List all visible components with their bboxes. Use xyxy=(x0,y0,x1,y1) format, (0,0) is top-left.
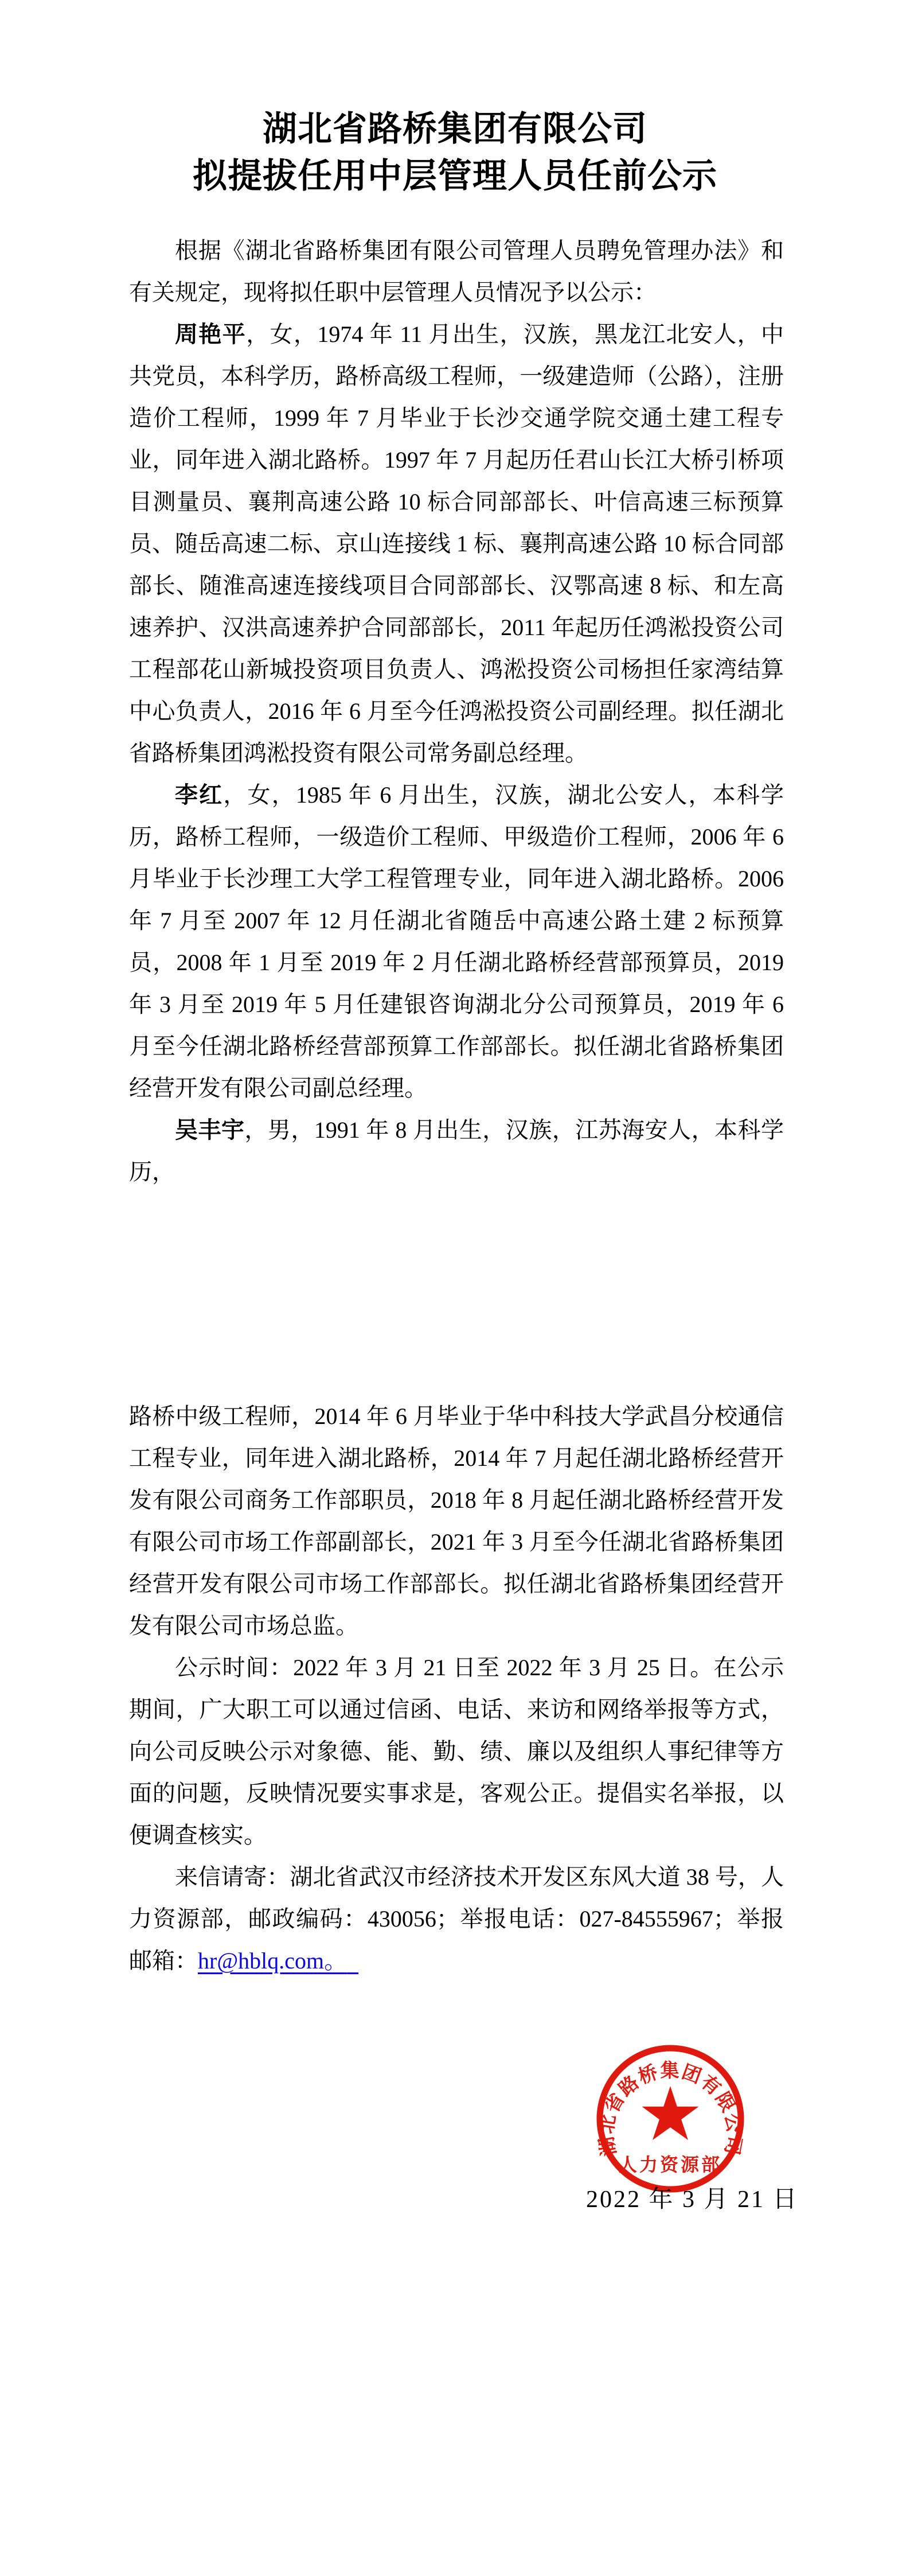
title-line-1: 湖北省路桥集团有限公司 xyxy=(263,110,647,148)
intro-paragraph: 根据《湖北省路桥集团有限公司管理人员聘免管理办法》和有关规定，现将拟任职中层管理人员情况予以公示： xyxy=(129,238,784,305)
page-1-body xyxy=(129,229,784,1193)
profile-paragraph-zhouyanping xyxy=(129,313,784,774)
page-2-body xyxy=(129,1395,784,1982)
report-email-link[interactable]: hr@hblq.com。 xyxy=(198,1948,347,1974)
person-name: 周艳平 xyxy=(175,321,247,347)
seal-bottom-text: 人力资源部 xyxy=(618,2154,722,2175)
profile-paragraph-lihong xyxy=(129,774,784,1109)
profile-paragraph-wufengyu-part2: 路桥中级工程师，2014 年 6 月毕业于华中科技大学武昌分校通信工程专业，同年进入湖北路桥，2014 年 7 月起任湖北路桥经营开发有限公司商务工作部职员，2018 年 8 月起任湖北路桥经营开发有限公司市场工作部副部长，2021 年 3 月至今任湖北省路桥集团经营开发有限公司市场工作部部长。拟任湖北省路桥集团经营开发有限公司市场总监。 xyxy=(129,1403,784,1639)
contact-paragraph xyxy=(129,1856,784,1982)
person-bio: ，女，1974 年 11 月出生，汉族，黑龙江北安人，中共党员，本科学历，路桥高级工程师，一级建造师（公路），注册造价工程师，1999 年 7 月毕业于长沙交通学院交通土建工程专业，同年进入湖北路桥。1997 年 7 月起历任君山长江大桥引桥项目测量员、襄荆高速公路 10 标合同部部长、叶信高速三标预算员、随岳高速二标、京山连接线 1 标、襄荆高速公路 10 标合同部部长、随淮高速连接线项目合同部部长、汉鄂高速 8 标、和左高速养护、汉洪高速养护合同部部长，2011 年起历任鸿淞投资公司工程部花山新城投资项目负责人、鸿淞投资公司杨担任家湾结算中心负责人，2016 年 6 月至今任鸿淞投资公司副经理。拟任湖北省路桥集团鸿淞投资有限公司常务副总经理。 xyxy=(129,321,784,766)
company-seal xyxy=(592,2040,749,2197)
document-title xyxy=(0,106,910,200)
profile-paragraph-wufengyu-part1 xyxy=(129,1109,784,1193)
person-bio: ，女，1985 年 6 月出生，汉族，湖北公安人，本科学历，路桥工程师，一级造价工程师、甲级造价工程师，2006 年 6 月毕业于长沙理工大学工程管理专业，同年进入湖北路桥。2006 年 7 月至 2007 年 12 月任湖北省随岳中高速公路土建 2 标预算员，2008 年 1 月至 2019 年 2 月任湖北路桥经营部预算员，2019 年 3 月至 2019 年 5 月任建银咨询湖北分公司预算员，2019 年 6 月至今任湖北路桥经营部预算工作部部长。拟任湖北省路桥集团经营开发有限公司副总经理。 xyxy=(129,782,784,1101)
notice-period-paragraph: 公示时间：2022 年 3 月 21 日至 2022 年 3 月 25 日。在公示期间，广大职工可以通过信函、电话、来访和网络举报等方式，向公司反映公示对象德、能、勤、绩、廉以及组织人事纪律等方面的问题，反映情况要实事求是，客观公正。提倡实名举报，以便调查核实。 xyxy=(129,1655,784,1848)
document-date: 2022 年 3 月 21 日 xyxy=(586,2186,799,2213)
person-name: 吴丰宇 xyxy=(175,1117,245,1143)
seal-star-icon xyxy=(642,2086,699,2140)
seal-arc-text: 湖北省路桥集团有限公司 xyxy=(596,2061,745,2158)
title-line-2: 拟提拔任用中层管理人员任前公示 xyxy=(193,157,717,195)
person-bio: ，男，1991 年 8 月出生，汉族，江苏海安人，本科学历， xyxy=(129,1117,784,1185)
contact-text: 来信请寄：湖北省武汉市经济技术开发区东风大道 38 号，人力资源部，邮政编码：430056；举报电话：027-84555967；举报邮箱： xyxy=(129,1864,784,1974)
person-name: 李红 xyxy=(175,782,224,808)
